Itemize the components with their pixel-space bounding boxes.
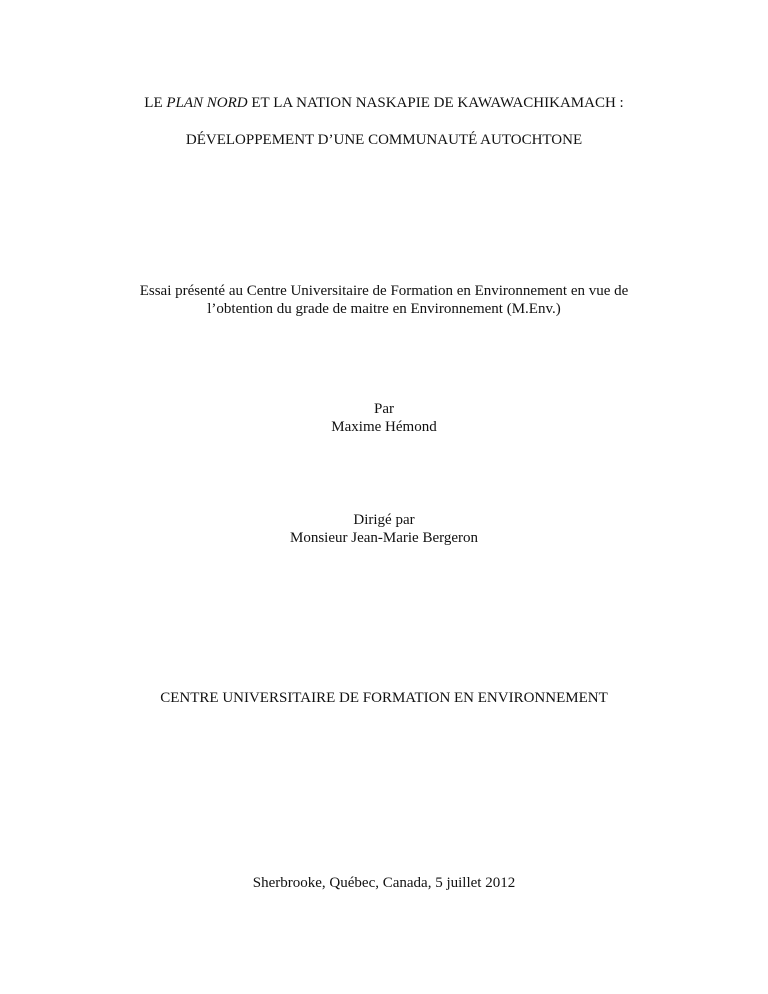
essay-description-line-1: Essai présenté au Centre Universitaire de Formation en Environnement en vue de (139, 283, 629, 299)
title-prefix: LE (144, 95, 167, 111)
title-suffix: ET LA NATION NASKAPIE DE KAWAWACHIKAMACH : (247, 95, 624, 111)
thesis-title-line-2: DÉVELOPPEMENT D’UNE COMMUNAUTÉ AUTOCHTONE (185, 132, 583, 148)
supervisor-name: Monsieur Jean-Marie Bergeron (290, 530, 478, 546)
title-italic-plan-nord: PLAN NORD (166, 95, 248, 111)
essay-description-line-2: l’obtention du grade de maitre en Environnement (M.Env.) (207, 301, 561, 317)
place-and-date: Sherbrooke, Québec, Canada, 5 juillet 2012 (252, 875, 516, 891)
author-label: Par (374, 401, 394, 417)
institution-name: CENTRE UNIVERSITAIRE DE FORMATION EN ENVIRONNEMENT (160, 690, 608, 706)
author-name: Maxime Hémond (331, 419, 437, 435)
supervisor-label: Dirigé par (353, 512, 415, 528)
thesis-title-line-1 (0, 94, 768, 112)
